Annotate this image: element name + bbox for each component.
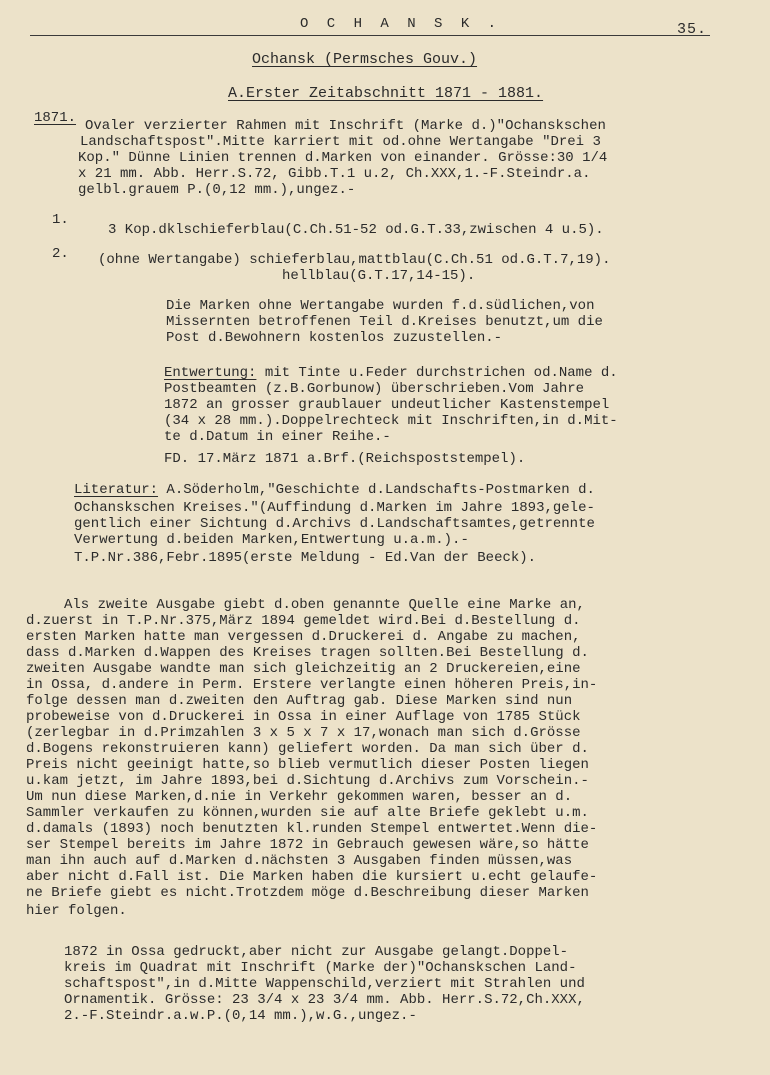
note-line: Die Marken ohne Wertangabe wurden f.d.südlichen,von [166,298,595,314]
section-subtitle: A.Erster Zeitabschnitt 1871 - 1881. [228,85,544,102]
literature-line: gentlich einer Sichtung d.Archivs d.Landschaftsamtes,getrennte [74,516,595,532]
paragraph-line: zweiten Ausgabe wandte man sich gleichzeitig an 2 Druckereien,eine [26,661,581,677]
cancellation-line: 1872 an grosser graublauer undeutlicher Kastenstempel [164,397,610,413]
paragraph-line: d.damals (1893) noch benutzten kl.runden Stempel entwertet.Wenn die- [26,821,598,837]
entry-line: x 21 mm. Abb. Herr.S.72, Gibb.T.1 u.2, Ch.XXX,1.-F.Steindr.a. [78,166,591,182]
literature-line: Ochanskschen Kreises."(Auffindung d.Marken im Jahre 1893,gele- [74,500,595,516]
paragraph-line: probeweise von d.Druckerei in Ossa in einer Auflage von 1785 Stück [26,709,581,725]
cancellation-line: Postbeamten (z.B.Gorbunow) überschrieben.Vom Jahre [164,381,585,397]
final-line: kreis im Quadrat mit Inschrift (Marke der)"Ochanskschen Land- [64,960,577,976]
paragraph-line: d.zuerst in T.P.Nr.375,März 1894 gemeldet wird.Bei d.Bestellung d. [26,613,581,629]
item-text: 3 Kop.dklschieferblau(C.Ch.51-52 od.G.T.33,zwischen 4 u.5). [108,222,604,238]
entry-line: Ovaler verzierter Rahmen mit Inschrift (Marke d.)"Ochanskschen [85,118,606,134]
paragraph-line: Als zweite Ausgabe giebt d.oben genannte Quelle eine Marke an, [22,597,585,613]
final-line: 1872 in Ossa gedruckt,aber nicht zur Ausgabe gelangt.Doppel- [64,944,569,960]
item-number: 2. [52,246,69,262]
final-line: schaftspost",in d.Mitte Wappenschild,verziert mit Strahlen und [64,976,585,992]
paragraph-line: folge dessen man d.zweiten den Auftrag gab. Diese Marken sind nun [26,693,573,709]
header-rule [30,35,710,36]
paragraph-line: Um nun diese Marken,d.nie in Verkehr gekommen waren, besser an d. [26,789,573,805]
final-line: Ornamentik. Grösse: 23 3/4 x 23 3/4 mm. Abb. Herr.S.72,Ch.XXX, [64,992,585,1008]
cancellation-first-line [164,365,618,381]
paragraph-line: man ihn auch auf d.Marken d.nächsten 3 Ausgaben finden müssen,was [26,853,573,869]
note-line: Missernten betroffenen Teil d.Kreises benutzt,um die [166,314,603,330]
paragraph-line: hier folgen. [26,903,127,919]
paragraph-line: ersten Marken hatte man vergessen d.Druckerei d. Angabe zu machen, [26,629,581,645]
cancellation-line: (34 x 28 mm.).Doppelrechteck mit Inschriften,in d.Mit- [164,413,618,429]
note-line: Post d.Bewohnern kostenlos zuzustellen.- [166,330,503,346]
cancellation-text: mit Tinte u.Feder durchstrichen od.Name d. [256,365,618,381]
paragraph-line: aber nicht d.Fall ist. Die Marken haben die kursiert u.echt gelaufe- [26,869,598,885]
final-line: 2.-F.Steindr.a.w.P.(0,14 mm.),w.G.,ungez.- [64,1008,417,1024]
entry-line: Kop." Dünne Linien trennen d.Marken von einander. Grösse:30 1/4 [78,150,608,166]
paragraph-line: Sammler verkaufen zu können,wurden sie auf alte Briefe geklebt u.m. [26,805,589,821]
cancellation-line: FD. 17.März 1871 a.Brf.(Reichspoststempel). [164,451,526,467]
cancellation-label: Entwertung: [164,365,257,381]
item-number: 1. [52,212,69,228]
literature-text: A.Söderholm,"Geschichte d.Landschafts-Postmarken d. [158,482,595,498]
entry-year: 1871. [34,110,77,126]
literature-label: Literatur: [74,482,159,498]
cancellation-line: te d.Datum in einer Reihe.- [164,429,391,445]
paragraph-line: in Ossa, d.andere in Perm. Erstere verlangte einen höheren Preis,in- [26,677,598,693]
paragraph-line: Preis nicht geeinigt hatte,so blieb vermutlich dieser Posten liegen [26,757,589,773]
paragraph-line: u.kam jetzt, im Jahre 1893,bei d.Sichtung d.Archivs zum Vorschein.- [26,773,589,789]
literature-line: Verwertung d.beiden Marken,Entwertung u.a.m.).- [74,532,469,548]
item-text: (ohne Wertangabe) schieferblau,mattblau(C.Ch.51 od.G.T.7,19). [98,252,611,268]
running-title: O C H A N S K . [300,16,502,32]
paragraph-line: d.Bogens rekonstruieren kann) geliefert worden. Da man sich über d. [26,741,589,757]
literature-line: T.P.Nr.386,Febr.1895(erste Meldung - Ed.Van der Beeck). [74,550,537,566]
paragraph-line: (zerlegbar in d.Primzahlen 3 x 5 x 7 x 17,wonach man sich d.Grösse [26,725,581,741]
paragraph-line: dass d.Marken d.Wappen des Kreises tragen sollten.Bei Bestellung d. [26,645,589,661]
entry-line: gelbl.grauem P.(0,12 mm.),ungez.- [78,182,356,198]
paragraph-line: ne Briefe giebt es nicht.Trotzdem möge d.Beschreibung dieser Marken [26,885,589,901]
page-number: 35. [677,21,708,38]
page-title: Ochansk (Permsches Gouv.) [252,51,478,68]
entry-line: Landschaftspost".Mitte karriert mit od.ohne Wertangabe "Drei 3 [80,134,601,150]
paragraph-line: ser Stempel bereits im Jahre 1872 in Gebrauch gewesen wäre,so hätte [26,837,589,853]
item-text-continued: hellblau(G.T.17,14-15). [282,268,476,284]
literature-first-line [74,482,595,498]
